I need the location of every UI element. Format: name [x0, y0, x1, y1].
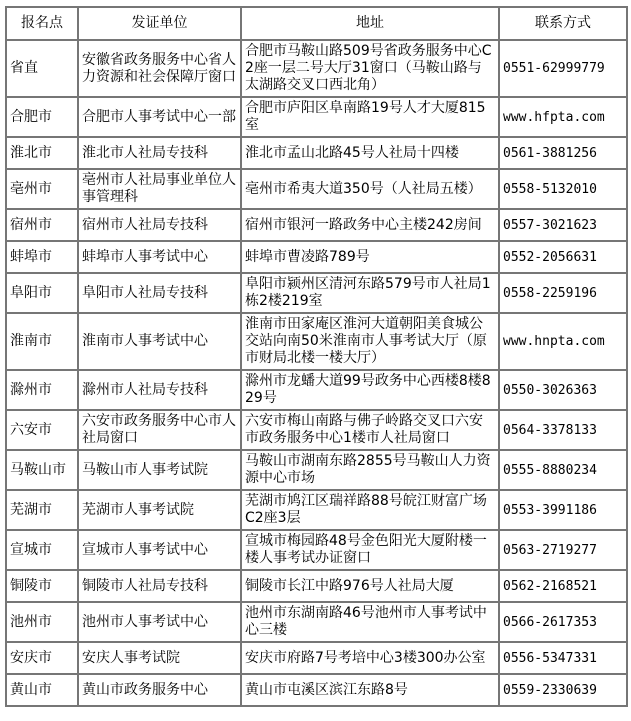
header-registration-point: 报名点: [6, 7, 78, 40]
issuing-unit-cell: 阜阳市人社局专技科: [78, 273, 241, 313]
registration-point-cell: 亳州市: [6, 169, 78, 209]
issuing-unit-cell: 合肥市人事考试中心一部: [78, 97, 241, 137]
address-cell: 安庆市府路7号考培中心3楼300办公室: [241, 642, 499, 674]
issuing-unit-cell: 安庆人事考试院: [78, 642, 241, 674]
registration-point-cell: 省直: [6, 40, 78, 97]
registration-point-cell: 铜陵市: [6, 570, 78, 602]
issuing-unit-cell: 蚌埠市人事考试中心: [78, 241, 241, 273]
table-row: [6, 570, 627, 602]
contact-cell: 0556-5347331: [499, 642, 627, 674]
registration-point-cell: 宿州市: [6, 209, 78, 241]
address-cell: 芜湖市鸠江区瑞祥路88号皖江财富广场C2座3层: [241, 490, 499, 530]
address-cell: 池州市东湖南路46号池州市人事考试中心三楼: [241, 602, 499, 642]
address-cell: 淮北市孟山北路45号人社局十四楼: [241, 137, 499, 169]
address-cell: 黄山市屯溪区滨江东路8号: [241, 674, 499, 706]
registration-point-cell: 合肥市: [6, 97, 78, 137]
registration-point-cell: 淮南市: [6, 313, 78, 370]
header-issuing-unit: 发证单位: [78, 7, 241, 40]
contact-cell: 0557-3021623: [499, 209, 627, 241]
issuing-unit-cell: 滁州市人社局专技科: [78, 370, 241, 410]
table-row: [6, 169, 627, 209]
registration-point-cell: 宣城市: [6, 530, 78, 570]
issuing-unit-cell: 淮北市人社局专技科: [78, 137, 241, 169]
table-row: [6, 241, 627, 273]
table-row: [6, 450, 627, 490]
table-row: [6, 602, 627, 642]
contact-cell: 0563-2719277: [499, 530, 627, 570]
issuing-unit-cell: 淮南市人事考试中心: [78, 313, 241, 370]
contact-cell: www.hfpta.com: [499, 97, 627, 137]
registration-point-cell: 六安市: [6, 410, 78, 450]
table-row: [6, 137, 627, 169]
address-cell: 马鞍山市湖南东路2855号马鞍山人力资源中心市场: [241, 450, 499, 490]
header-address: 地址: [241, 7, 499, 40]
contact-cell: 0555-8880234: [499, 450, 627, 490]
table-row: [6, 674, 627, 706]
table-row: [6, 273, 627, 313]
issuing-unit-cell: 铜陵市人社局专技科: [78, 570, 241, 602]
registration-point-cell: 马鞍山市: [6, 450, 78, 490]
table-row: [6, 313, 627, 370]
issuing-unit-cell: 亳州市人社局事业单位人事管理科: [78, 169, 241, 209]
contact-cell: 0561-3881256: [499, 137, 627, 169]
table-row: [6, 642, 627, 674]
table-body: [6, 40, 627, 706]
issuing-unit-cell: 马鞍山市人事考试院: [78, 450, 241, 490]
address-cell: 淮南市田家庵区淮河大道朝阳美食城公交站向南50米淮南市人事考试大厅（原市财局北楼一楼大厅）: [241, 313, 499, 370]
address-cell: 滁州市龙蟠大道99号政务中心西楼8楼829号: [241, 370, 499, 410]
table-row: [6, 410, 627, 450]
contact-cell: 0558-5132010: [499, 169, 627, 209]
issuing-unit-cell: 安徽省政务服务中心省人力资源和社会保障厅窗口: [78, 40, 241, 97]
issuing-unit-cell: 芜湖市人事考试院: [78, 490, 241, 530]
address-cell: 合肥市马鞍山路509号省政务服务中心C2座一层二号大厅31窗口（马鞍山路与太湖路交叉口西北角）: [241, 40, 499, 97]
contact-cell: 0550-3026363: [499, 370, 627, 410]
registration-point-cell: 阜阳市: [6, 273, 78, 313]
table-row: [6, 530, 627, 570]
contact-cell: 0562-2168521: [499, 570, 627, 602]
table-row: [6, 209, 627, 241]
issuing-unit-cell: 六安市政务服务中心市人社局窗口: [78, 410, 241, 450]
issuing-unit-cell: 宿州市人社局专技科: [78, 209, 241, 241]
issuing-unit-cell: 池州市人事考试中心: [78, 602, 241, 642]
issuing-unit-cell: 宣城市人事考试中心: [78, 530, 241, 570]
contact-cell: 0552-2056631: [499, 241, 627, 273]
address-cell: 蚌埠市曹凌路789号: [241, 241, 499, 273]
address-cell: 铜陵市长江中路976号人社局大厦: [241, 570, 499, 602]
registration-points-table: [5, 6, 628, 707]
address-cell: 宿州市银河一路政务中心主楼242房间: [241, 209, 499, 241]
address-cell: 亳州市希夷大道350号（人社局五楼）: [241, 169, 499, 209]
registration-point-cell: 黄山市: [6, 674, 78, 706]
table-row: [6, 490, 627, 530]
contact-cell: 0564-3378133: [499, 410, 627, 450]
issuing-unit-cell: 黄山市政务服务中心: [78, 674, 241, 706]
table-row: [6, 370, 627, 410]
address-cell: 六安市梅山南路与佛子岭路交叉口六安市政务服务中心1楼市人社局窗口: [241, 410, 499, 450]
contact-cell: 0553-3991186: [499, 490, 627, 530]
table-row: [6, 40, 627, 97]
registration-point-cell: 滁州市: [6, 370, 78, 410]
registration-point-cell: 芜湖市: [6, 490, 78, 530]
registration-point-cell: 蚌埠市: [6, 241, 78, 273]
registration-point-cell: 池州市: [6, 602, 78, 642]
contact-cell: 0566-2617353: [499, 602, 627, 642]
address-cell: 宣城市梅园路48号金色阳光大厦附楼一楼人事考试办证窗口: [241, 530, 499, 570]
table-row: [6, 97, 627, 137]
contact-cell: www.hnpta.com: [499, 313, 627, 370]
table-header-row: [6, 7, 627, 40]
address-cell: 合肥市庐阳区阜南路19号人才大厦815室: [241, 97, 499, 137]
contact-cell: 0559-2330639: [499, 674, 627, 706]
address-cell: 阜阳市颍州区清河东路579号市人社局1栋2楼219室: [241, 273, 499, 313]
contact-cell: 0558-2259196: [499, 273, 627, 313]
header-contact: 联系方式: [499, 7, 627, 40]
contact-cell: 0551-62999779: [499, 40, 627, 97]
registration-point-cell: 淮北市: [6, 137, 78, 169]
registration-point-cell: 安庆市: [6, 642, 78, 674]
